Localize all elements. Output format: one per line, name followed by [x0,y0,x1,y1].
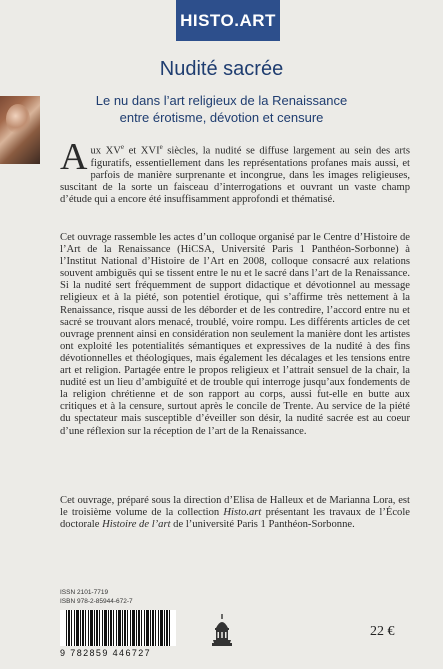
identifiers [60,588,133,606]
intro-text-b: et XVI [124,145,160,157]
logo-text: HISTO.ART [180,10,276,30]
credits-text-a: Cet ouvrage, préparé sous la direction d’Elisa de Halleux et de Marianna Lora, est le troisième volume de la collection [60,495,410,519]
sorbonne-dome-icon [212,614,232,650]
book-title: Nudité sacrée [159,58,284,80]
collection-name: Histo.art [223,507,262,519]
barcode [60,610,176,646]
intro-paragraph [60,136,410,206]
price: 22 € [370,624,395,639]
barcode-digits: 9 782859 446727 [60,648,152,658]
drop-cap: A [60,136,88,178]
credits-text-b: présentant les travaux de l’École doctorale [60,507,410,531]
credits-paragraph [60,495,410,531]
body-paragraph: Cet ouvrage rassemble les actes d’un colloque organisé par le Centre d’Histoire de l’Art de la Renaissance (HiCSA, Université Paris 1 Panthéon-Sorbonne) à l’Institut National d’Histoire de l’Art en 2008, colloque consacré aux relations souvent ambiguës qui se tissent entre le nu et le sacré dans l’art de la Renaissance. Si la nudité sert fréquemment de support didactique et dévotionnel au message religieux et à la piété, son potentiel érotique, qui s’affirme très nettement à la Renaissance, risque aussi de les déborder et de les contredire, l’accord entre nu et sacré se trouvant alors menacé, troublé, voire rompu. Les différents articles de cet ouvrage prennent ainsi en considération non seulement la manière dont les artistes ont exploité les potentialités sémantiques et expressives de la nudité à des fins dévotionnelles et théologiques, mais également les décalages et les tensions entre art et religion. Partagée entre le propos religieux et l’attrait sensuel de la chair, la nudité est un lieu d’ambiguïté et de trouble qui interroge jusqu’aux fondements de la religion chrétienne et de son rapport au corps, aussi fut-elle en butte aux critiques et à la censure, surtout après le concile de Trente. Au service de la piété du spectateur mais susceptible d’éveiller son désir, la nudité sacrée est au coeur d’une réflexion sur la réception de l’art de la Renaissance. [60,232,410,437]
school-name: Histoire de l’art [102,519,171,531]
collection-logo [176,0,280,41]
intro-text-a: ux XV [90,145,121,157]
intro-sup-2: e [159,143,163,151]
issn-number: ISSN 2101-7719 [60,589,109,596]
credits-text-c: de l’université Paris 1 Panthéon-Sorbonne. [170,519,355,531]
intro-sup-1: e [120,143,125,151]
subtitle-line-1: Le nu dans l’art religieux de la Renaissance [95,93,348,108]
book-subtitle [0,92,443,126]
intro-text-rest: siècles, la nudité se diffuse largement au sein des arts figuratifs, essentiellement dans les représentations profanes mais aussi, et parfois de manière surprenante et incongrue, dans les images religieuses, suscitant de la sorte un faisceau d’interrogations et ouvrant un vaste champ d’étude qui a encore été insuffisamment approfondi et thématisé. [60,145,410,205]
isbn-number: ISBN 978-2-85944-672-7 [60,598,133,605]
subtitle-line-2: entre érotisme, dévotion et censure [119,110,324,125]
